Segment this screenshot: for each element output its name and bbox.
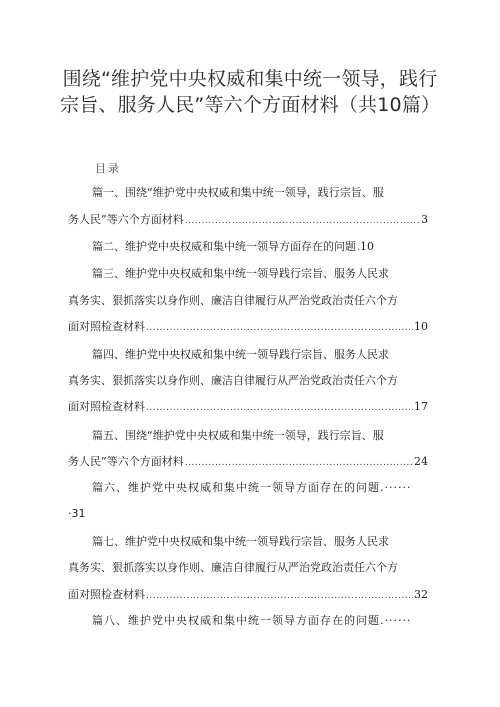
dot-leader: [146, 321, 413, 335]
toc-entry-4-line-1: 篇四、维护党中央权威和集中统一领导践行宗旨、服务人民求: [92, 348, 389, 361]
dot-leader: [146, 589, 413, 603]
toc-entry-8-line-1: 篇八、维护党中央权威和集中统一领导方面存在的问题.······: [92, 614, 412, 627]
toc-entry-3-line-3: 面对照检查材料 ..... 10: [68, 320, 428, 335]
page-number: 32: [414, 588, 428, 601]
page-number: 24: [414, 455, 428, 468]
dot-leader: [185, 214, 420, 228]
toc-heading: 目录: [95, 162, 121, 175]
dot-leader: [185, 456, 413, 470]
toc-entry-4-line-3: 面对照检查材料 ..... 17: [68, 400, 428, 415]
toc-entry-3-line-1: 篇三、维护党中央权威和集中统一领导践行宗旨、服务人民求: [92, 267, 389, 280]
toc-entry-1-line-1: 篇一、围绕“维护党中央权威和集中统一领导，践行宗旨、服: [92, 186, 384, 199]
toc-entry-7-line-1: 篇七、维护党中央权威和集中统一领导践行宗旨、服务人民求: [92, 535, 389, 548]
toc-entry-1-line-2: 务人民”等六个方面材料 ..... 3: [68, 213, 428, 228]
toc-entry-7-line-2: 真务实、狠抓落实以身作则、廉洁自律履行从严治党政治责任六个方: [68, 561, 398, 574]
toc-entry-6-line-2: ·31: [68, 507, 86, 520]
dot-leader: [357, 241, 359, 255]
toc-entry-7-line-3: 面对照检查材料 ..... 32: [68, 588, 428, 603]
page-number: 10: [414, 320, 428, 333]
page-number: 17: [414, 400, 428, 413]
toc-entry-6-line-1: 篇六、维护党中央权威和集中统一领导方面存在的问题.······: [92, 481, 412, 494]
toc-entry-5-line-1: 篇五、围绕“维护党中央权威和集中统一领导，践行宗旨、服: [92, 429, 384, 442]
document-title: 围绕“维护党中央权威和集中统一领导，践行宗旨、服务人民”等六个方面材料（共10篇）: [60, 68, 441, 116]
page-number: 3: [421, 213, 428, 226]
page-number: 10: [360, 240, 374, 253]
toc-entry-4-line-2: 真务实、狠抓落实以身作则、廉洁自律履行从严治党政治责任六个方: [68, 374, 398, 387]
toc-entry-5-line-2: 务人民”等六个方面材料 ..... 24: [68, 455, 428, 470]
toc-entry-3-line-2: 真务实、狠抓落实以身作则、廉洁自律履行从严治党政治责任六个方: [68, 294, 398, 307]
toc-entry-2: 篇二、维护党中央权威和集中统一领导方面存在的问题 ..... 10: [92, 240, 374, 255]
dot-leader: [146, 401, 413, 415]
